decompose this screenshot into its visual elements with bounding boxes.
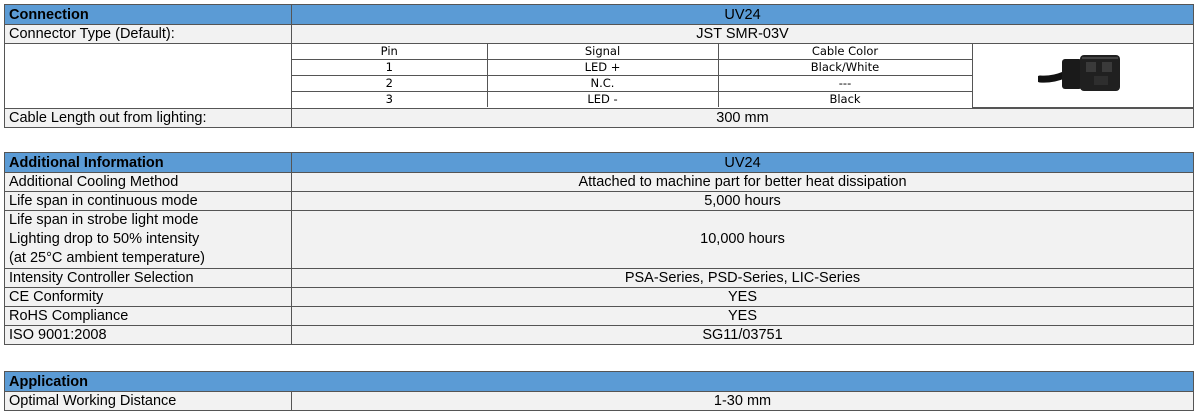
info-row <box>5 269 1194 288</box>
connector-type-label: Connector Type (Default): <box>5 25 292 44</box>
connector-type-row <box>5 25 1194 44</box>
info-row <box>5 211 1194 269</box>
pin-table <box>292 44 1193 108</box>
pin-signal: LED + <box>487 60 718 76</box>
additional-info-table <box>4 152 1194 345</box>
application-table <box>4 371 1194 411</box>
cable-length-row <box>5 109 1194 128</box>
info-value: SG11/03751 <box>292 326 1194 345</box>
pin-table-spacer <box>5 44 292 109</box>
connection-header-row <box>5 5 1194 25</box>
info-row <box>5 307 1194 326</box>
info-label <box>5 211 292 269</box>
additional-header-row <box>5 153 1194 173</box>
info-value: Attached to machine part for better heat dissipation <box>292 173 1194 192</box>
connector-type-value: JST SMR-03V <box>292 25 1194 44</box>
info-value: PSA-Series, PSD-Series, LIC-Series <box>292 269 1194 288</box>
info-label-line: Life span in strobe light mode <box>9 212 199 228</box>
info-value: 10,000 hours <box>292 211 1194 269</box>
pin-signal: LED - <box>487 92 718 108</box>
application-label: Optimal Working Distance <box>5 392 292 411</box>
signal-col-header: Signal <box>487 44 718 60</box>
pin-number: 2 <box>292 76 487 92</box>
connection-table <box>4 4 1194 128</box>
info-label-line: Lighting drop to 50% intensity <box>9 231 200 247</box>
pin-cable-color: Black/White <box>718 60 972 76</box>
pin-number: 3 <box>292 92 487 108</box>
pin-cable-color: Black <box>718 92 972 108</box>
info-row <box>5 326 1194 345</box>
application-row <box>5 392 1194 411</box>
cable-length-label: Cable Length out from lighting: <box>5 109 292 128</box>
pin-table-row <box>5 44 1194 109</box>
info-row <box>5 173 1194 192</box>
cable-length-value: 300 mm <box>292 109 1194 128</box>
info-row <box>5 288 1194 307</box>
connector-image-cell <box>972 44 1193 107</box>
info-label: Intensity Controller Selection <box>5 269 292 288</box>
info-label-line: (at 25°C ambient temperature) <box>9 250 205 266</box>
pin-col-header: Pin <box>292 44 487 60</box>
info-value: 5,000 hours <box>292 192 1194 211</box>
additional-header-value: UV24 <box>292 153 1194 173</box>
connector-image <box>1038 49 1128 99</box>
connection-header-value: UV24 <box>292 5 1194 25</box>
connection-header-label: Connection <box>5 5 292 25</box>
application-value: 1-30 mm <box>292 392 1194 411</box>
pin-cable-color: --- <box>718 76 972 92</box>
pin-header-row <box>292 44 1193 60</box>
info-label: RoHS Compliance <box>5 307 292 326</box>
cable-color-col-header: Cable Color <box>718 44 972 60</box>
info-label: Life span in continuous mode <box>5 192 292 211</box>
info-label: Additional Cooling Method <box>5 173 292 192</box>
info-value: YES <box>292 307 1194 326</box>
application-header-label: Application <box>5 372 1194 392</box>
additional-header-label: Additional Information <box>5 153 292 173</box>
info-row <box>5 192 1194 211</box>
pin-table-cell <box>292 44 1194 109</box>
info-value: YES <box>292 288 1194 307</box>
info-label: ISO 9001:2008 <box>5 326 292 345</box>
application-header-row <box>5 372 1194 392</box>
pin-number: 1 <box>292 60 487 76</box>
info-label: CE Conformity <box>5 288 292 307</box>
pin-signal: N.C. <box>487 76 718 92</box>
